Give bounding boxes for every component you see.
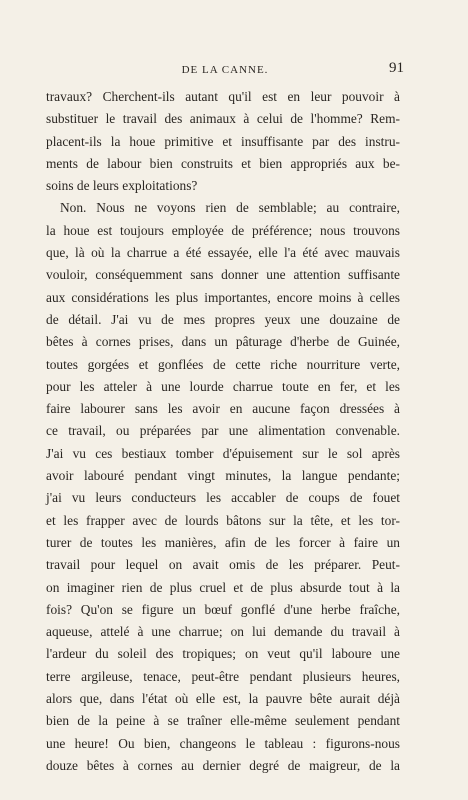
text-line: aqueuse, attelé à une charrue; on lui demande du travail à [46, 624, 400, 640]
page-header [46, 60, 404, 82]
text-line: toutes gorgées et gonflées de cette riche nourriture verte, [46, 356, 400, 372]
body-text [46, 86, 400, 777]
text-line: travail pour lequel on avait omis de les préparer. Peut- [46, 557, 400, 573]
text-line: pour les atteler à une lourde charrue toute en fer, et les [46, 378, 400, 394]
text-line: substituer le travail des animaux à celui de l'homme? Rem- [46, 111, 400, 127]
text-line: J'ai vu ces bestiaux tomber d'épuisement sur le sol après [46, 445, 400, 461]
text-line: bêtes à cornes prises, dans un pâturage d'herbe de Guinée, [46, 334, 400, 350]
text-line: j'ai vu leurs conducteurs les accabler de coups de fouet [46, 490, 400, 506]
text-line: l'ardeur du soleil des tropiques; on veut qu'il laboure une [46, 646, 400, 662]
text-line: de détail. J'ai vu de mes propres yeux une douzaine de [46, 311, 400, 327]
text-line: fois? Qu'on se figure un bœuf gonflé d'une herbe fraîche, [46, 601, 400, 617]
text-line: aux considérations les plus importantes, encore moins à celles [46, 289, 400, 305]
text-line: ce travail, ou préparées par une alimentation convenable. [46, 423, 400, 439]
page-number: 91 [389, 60, 404, 76]
text-line: travaux? Cherchent-ils autant qu'il est en leur pouvoir à [46, 89, 400, 104]
text-line: turer de toutes les manières, afin de les forcer à faire un [46, 534, 400, 550]
text-line: que, là où la charrue a été essayée, elle l'a été avec mauvais [46, 245, 400, 261]
text-line: vouloir, conséquemment sans donner une attention suffisante [46, 267, 400, 283]
text-line: Non. Nous ne voyons rien de semblable; au contraire, [60, 200, 400, 216]
text-line: ments de labour bien construits et bien appropriés aux be- [46, 155, 400, 171]
text-line: douze bêtes à cornes au dernier degré de maigreur, de la [46, 757, 400, 773]
text-line: et les frapper avec de lourds bâtons sur la tête, et les tor- [46, 512, 400, 528]
text-line: soins de leurs exploitations? [46, 178, 198, 194]
text-line: faire labourer sans les avoir en aucune façon dressées à [46, 401, 400, 417]
text-line: on imaginer rien de plus cruel et de plus absurde tout à la [46, 579, 400, 595]
text-line: alors que, dans l'état où elle est, la pauvre bête aurait déjà [46, 691, 400, 707]
text-line: terre argileuse, tenace, peut-être pendant plusieurs heures, [46, 668, 400, 684]
running-head: DE LA CANNE. [181, 64, 269, 76]
text-line: placent-ils la houe primitive et insuffisante par des instru- [46, 133, 400, 149]
text-line: avoir labouré pendant vingt minutes, la langue pendante; [46, 468, 400, 484]
text-line: la houe est toujours employée de préférence; nous trouvons [46, 222, 400, 238]
text-line: bien de la peine à se traîner elle-même seulement pendant [46, 713, 400, 729]
text-line: une heure! Ou bien, changeons le tableau : figurons-nous [46, 735, 400, 751]
